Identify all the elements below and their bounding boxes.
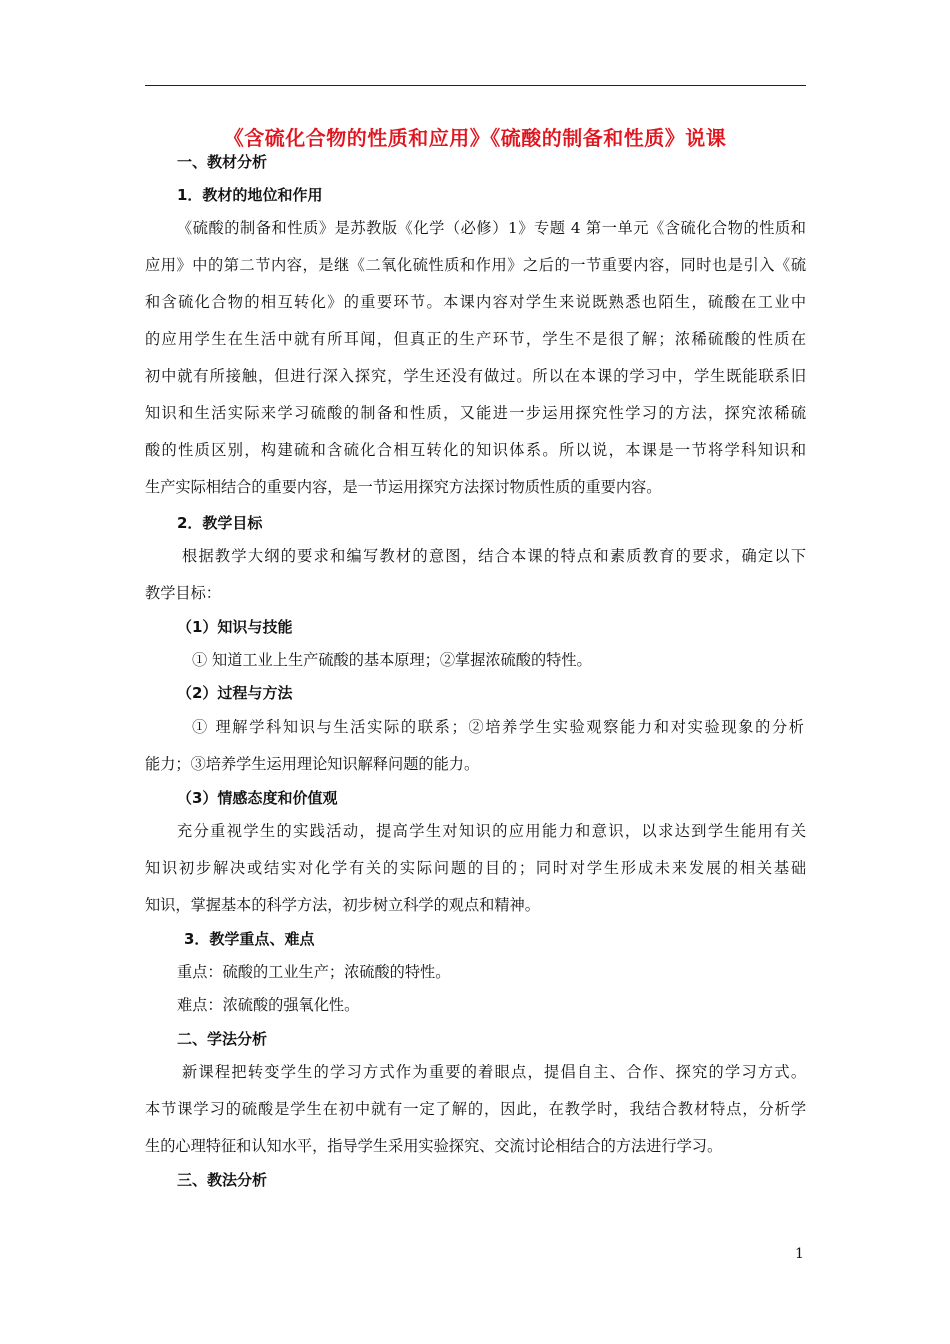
paragraph-line: 生的心理特征和认知水平，指导学生采用实验探究、交流讨论相结合的方法进行学习。 <box>145 1137 723 1155</box>
document-title: 《含硫化合物的性质和应用》《硫酸的制备和性质》说课 <box>223 126 727 150</box>
goal-heading-3: （3）情感态度和价值观 <box>177 789 338 807</box>
paragraph-line: 生产实际相结合的重要内容，是一节运用探究方法探讨物质性质的重要内容。 <box>145 478 662 496</box>
goal-heading-1: （1）知识与技能 <box>177 618 293 636</box>
goal-text: ① 知道工业上生产硫酸的基本原理；②掌握浓硫酸的特性。 <box>192 651 592 669</box>
paragraph-line: 根据教学大纲的要求和编写教材的意图，结合本课的特点和素质教育的要求，确定以下 <box>182 547 806 565</box>
paragraph-line: 教学目标： <box>145 584 221 602</box>
difficult-point-text: 难点：浓硫酸的强氧化性。 <box>177 996 360 1014</box>
subsection-heading-1: 1．教材的地位和作用 <box>177 186 323 204</box>
subsection-heading-3: 3．教学重点、难点 <box>184 930 315 948</box>
paragraph-line: 知识，掌握基本的科学方法，初步树立科学的观点和精神。 <box>145 896 540 914</box>
section-heading-2: 二、学法分析 <box>177 1030 268 1048</box>
goal-text: 能力；③培养学生运用理论知识解释问题的能力。 <box>145 755 480 773</box>
paragraph-line: 的应用学生在生活中就有所耳闻，但真正的生产环节，学生不是很了解；浓稀硫酸的性质在 <box>145 330 806 348</box>
paragraph-line: 新课程把转变学生的学习方式作为重要的着眼点，提倡自主、合作、探究的学习方式。 <box>182 1063 806 1081</box>
section-heading-1: 一、教材分析 <box>177 153 268 171</box>
header-rule <box>145 85 806 86</box>
paragraph-line: 知识初步解决或结实对化学有关的实际问题的目的；同时对学生形成未来发展的相关基础 <box>145 859 806 877</box>
paragraph-line: 酸的性质区别，构建硫和含硫化合相互转化的知识体系。所以说，本课是一节将学科知识和 <box>145 441 806 459</box>
paragraph-line: 知识和生活实际来学习硫酸的制备和性质，又能进一步运用探究性学习的方法，探究浓稀硫 <box>145 404 806 422</box>
key-point-text: 重点：硫酸的工业生产；浓硫酸的特性。 <box>177 963 451 981</box>
paragraph-line: 《硫酸的制备和性质》是苏教版《化学（必修）1》专题 4 第一单元《含硫化合物的性质和 <box>177 219 806 237</box>
paragraph-line: 本节课学习的硫酸是学生在初中就有一定了解的，因此，在教学时，我结合教材特点，分析学 <box>145 1100 806 1118</box>
page-number: 1 <box>795 1246 804 1262</box>
section-heading-3: 三、教法分析 <box>177 1171 268 1189</box>
goal-heading-2: （2）过程与方法 <box>177 684 293 702</box>
subsection-heading-2: 2．教学目标 <box>177 514 263 532</box>
paragraph-line: 和含硫化合物的相互转化》的重要环节。本课内容对学生来说既熟悉也陌生，硫酸在工业中 <box>145 293 806 311</box>
paragraph-line: 应用》中的第二节内容，是继《二氧化硫性质和作用》之后的一节重要内容，同时也是引入《硫 <box>145 256 806 274</box>
goal-text: ① 理解学科知识与生活实际的联系；②培养学生实验观察能力和对实验现象的分析 <box>192 718 804 736</box>
paragraph-line: 充分重视学生的实践活动，提高学生对知识的应用能力和意识，以求达到学生能用有关 <box>177 822 806 840</box>
paragraph-line: 初中就有所接触，但进行深入探究，学生还没有做过。所以在本课的学习中，学生既能联系旧 <box>145 367 806 385</box>
